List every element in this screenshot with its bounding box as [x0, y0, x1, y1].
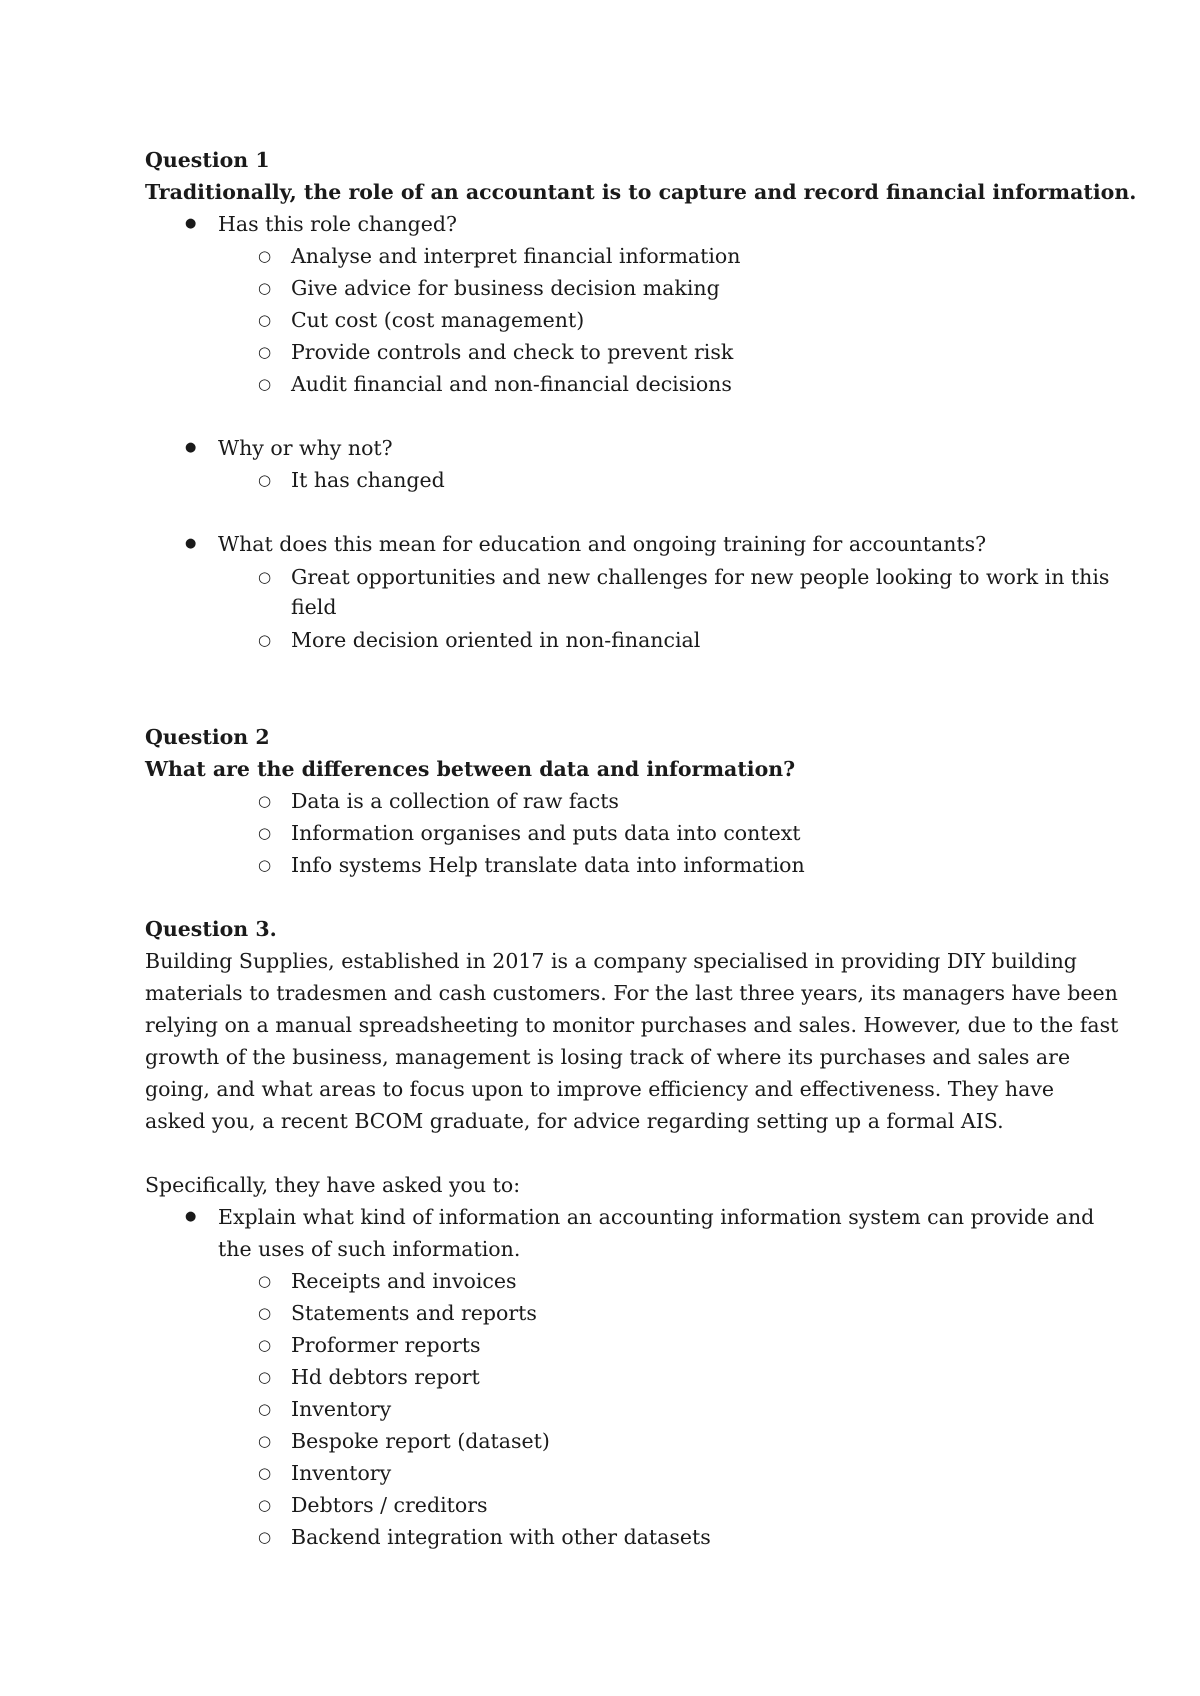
q3-paragraph-line: going, and what areas to focus upon to improve efficiency and effectiveness. They have	[145, 1077, 1055, 1101]
q3-heading: Question 3.	[145, 917, 277, 941]
q1-sub-item-continued: field	[291, 595, 337, 619]
q3-sub-item: Statements and reports	[291, 1301, 537, 1325]
sub-bullet-icon: ○	[258, 824, 272, 842]
q3-paragraph-line: growth of the business, management is losing track of where its purchases and sales are	[145, 1045, 1071, 1069]
q3-paragraph-line: materials to tradesmen and cash customers. For the last three years, its managers have been	[145, 981, 1118, 1005]
q1-heading: Question 1	[145, 148, 270, 172]
q1-sub-item: Analyse and interpret financial information	[291, 244, 741, 268]
q1-bullet-3: What does this mean for education and ongoing training for accountants?	[218, 532, 987, 556]
q1-sub-item: It has changed	[291, 468, 445, 492]
sub-bullet-icon: ○	[258, 375, 272, 393]
sub-bullet-icon: ○	[258, 1336, 272, 1354]
q3-sub-item: Hd debtors report	[291, 1365, 480, 1389]
q1-bullet-2: Why or why not?	[218, 436, 393, 460]
q1-bullet-1: Has this role changed?	[218, 212, 457, 236]
q2-sub-item: Information organises and puts data into context	[291, 821, 801, 845]
sub-bullet-icon: ○	[258, 247, 272, 265]
sub-bullet-icon: ○	[258, 1272, 272, 1290]
q3-sub-item: Bespoke report (dataset)	[291, 1429, 550, 1453]
q3-paragraph-line: relying on a manual spreadsheeting to monitor purchases and sales. However, due to the fast	[145, 1013, 1119, 1037]
q1-sub-item: Give advice for business decision making	[291, 276, 720, 300]
sub-bullet-icon: ○	[258, 792, 272, 810]
sub-bullet-icon: ○	[258, 1528, 272, 1546]
q3-sub-item: Receipts and invoices	[291, 1269, 517, 1293]
q2-prompt: What are the differences between data and information?	[145, 757, 796, 781]
q3-sub-item: Debtors / creditors	[291, 1493, 488, 1517]
q3-intro: Specifically, they have asked you to:	[145, 1173, 521, 1197]
bullet-icon: ●	[185, 440, 197, 455]
q3-paragraph-line: Building Supplies, established in 2017 is a company specialised in providing DIY building	[145, 949, 1077, 973]
sub-bullet-icon: ○	[258, 471, 272, 489]
q3-sub-item: Inventory	[291, 1461, 392, 1485]
sub-bullet-icon: ○	[258, 279, 272, 297]
sub-bullet-icon: ○	[258, 1400, 272, 1418]
sub-bullet-icon: ○	[258, 1496, 272, 1514]
q3-sub-item: Inventory	[291, 1397, 392, 1421]
q1-sub-item: Provide controls and check to prevent risk	[291, 340, 734, 364]
q3-bullet: Explain what kind of information an accounting information system can provide and	[218, 1205, 1095, 1229]
sub-bullet-icon: ○	[258, 311, 272, 329]
q3-sub-item: Backend integration with other datasets	[291, 1525, 711, 1549]
bullet-icon: ●	[185, 1209, 197, 1224]
q1-prompt: Traditionally, the role of an accountant is to capture and record financial information.	[145, 180, 1137, 204]
sub-bullet-icon: ○	[258, 1368, 272, 1386]
q3-bullet-continued: the uses of such information.	[218, 1237, 521, 1261]
q1-sub-item: Audit financial and non-financial decisions	[291, 372, 732, 396]
q2-heading: Question 2	[145, 725, 270, 749]
sub-bullet-icon: ○	[258, 1304, 272, 1322]
q2-sub-item: Data is a collection of raw facts	[291, 789, 619, 813]
sub-bullet-icon: ○	[258, 568, 272, 586]
q3-sub-item: Proformer reports	[291, 1333, 481, 1357]
q3-paragraph-line: asked you, a recent BCOM graduate, for advice regarding setting up a formal AIS.	[145, 1109, 1004, 1133]
sub-bullet-icon: ○	[258, 856, 272, 874]
q1-sub-item: Cut cost (cost management)	[291, 308, 585, 332]
sub-bullet-icon: ○	[258, 631, 272, 649]
sub-bullet-icon: ○	[258, 1464, 272, 1482]
q2-sub-item: Info systems Help translate data into information	[291, 853, 805, 877]
sub-bullet-icon: ○	[258, 343, 272, 361]
bullet-icon: ●	[185, 216, 197, 231]
q1-sub-item: Great opportunities and new challenges for new people looking to work in this	[291, 565, 1110, 589]
q1-sub-item: More decision oriented in non-financial	[291, 628, 701, 652]
bullet-icon: ●	[185, 536, 197, 551]
sub-bullet-icon: ○	[258, 1432, 272, 1450]
